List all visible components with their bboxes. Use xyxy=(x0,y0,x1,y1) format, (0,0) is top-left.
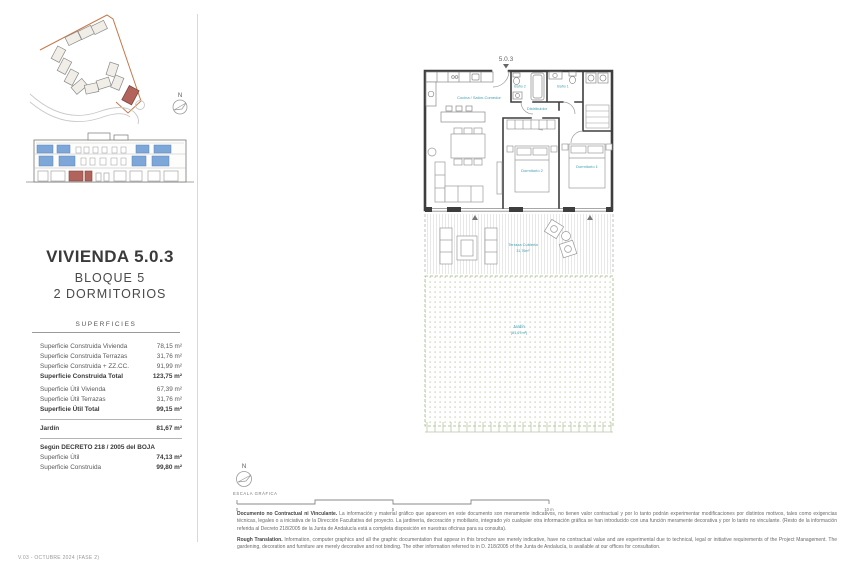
scale-label: ESCALA GRÁFICA xyxy=(233,491,278,496)
room-label-bano1: Baño 1 xyxy=(557,84,569,89)
laundry-fixtures xyxy=(586,73,608,83)
disclaimer-en: Rough Translation. Information, computer graphics and all the graphic documentation that appear in this brochure are merely indicative, have no contractual value and are experimental due to technical, legal or initiative requirements of the Project Management. The gardening, decoration and furniture are merely decorative and not binding. The other information referred to in D. 218/2005 of the Junta de Andalucía, is available at our offices for consultation. xyxy=(237,536,838,550)
table-row: Superficie Construida 99,80 m² xyxy=(40,464,182,471)
room-label-terraza-area: 31,76m² xyxy=(516,249,530,253)
table-row: Superficie Construida + ZZ.CC. 91,99 m² xyxy=(40,363,182,370)
table-row: Superficie Construida Terrazas 31,76 m² xyxy=(40,353,182,360)
highlighted-unit-window xyxy=(69,171,83,181)
svg-text:N: N xyxy=(177,93,183,99)
table-row-total: Superficie Útil Total 99,15 m² xyxy=(40,406,182,413)
garden-area xyxy=(425,276,613,426)
decreto-header: Según DECRETO 218 / 2005 del BOJA xyxy=(40,444,155,451)
bedrooms-subtitle: 2 DORMITORIOS xyxy=(53,287,167,301)
table-row: Superficie Útil 74,13 m² xyxy=(40,454,182,461)
elevation-drawing xyxy=(24,126,196,190)
garden-fence xyxy=(425,422,613,432)
title-block xyxy=(20,247,200,301)
bedroom2-furniture xyxy=(507,120,557,192)
legal-disclaimer xyxy=(237,511,837,555)
scale-block xyxy=(228,458,558,516)
bathroom1-fixtures xyxy=(549,72,576,84)
wardrobe-shelves xyxy=(586,105,609,128)
table-row: Superficie Útil Terrazas 31,76 m² xyxy=(40,396,182,403)
roof-detail xyxy=(88,133,128,140)
dining-set xyxy=(451,128,485,165)
table-divider xyxy=(40,438,182,439)
north-compass-icon xyxy=(237,464,252,487)
column-divider xyxy=(197,14,198,542)
north-compass-icon xyxy=(173,93,187,114)
buildings xyxy=(51,20,124,94)
version-stamp: V.03 - OCTUBRE 2024 (FASE 2) xyxy=(18,555,100,561)
room-label-dorm1: Dormitorio 1 xyxy=(576,164,598,169)
room-label-terraza: Terraza Cubierta xyxy=(508,242,538,247)
entry-arrow-icon xyxy=(503,64,509,69)
room-label-distribuidor: Distribuidor xyxy=(526,106,548,111)
disclaimer-es: Documento no Contractual ni Vinculante. La información y material gráfico que aparecen en este documento son meramente indicativos, no tienen valor contractual y por lo tanto podrán experimentar modificaciones por distintos motivos, tales como exigencias técnicas, legales o a iniciativa de la Dirección Facultativa del proyecto. La jardinería, decoración y mobiliario, integrado y/o cualquier otra información gráfica se han introducido con una función meramente decorativa y por lo tanto no vinculante. (Resto de la información referida al Decreto 218/2005 de la Junta de Andalucía está a completa disposición en nuestras oficinas para su consulta). xyxy=(237,511,837,532)
table-divider xyxy=(40,419,182,420)
unit-number-label: 5.0.3 xyxy=(498,56,514,63)
table-row-total: Superficie Construida Total 123,75 m² xyxy=(40,373,182,380)
scale-tick-0: 0 xyxy=(235,507,239,512)
scale-bar xyxy=(237,500,549,504)
room-label-bano2: Baño 2 xyxy=(514,84,526,89)
scale-tick-10: 10 m xyxy=(544,507,554,512)
room-label-jardin: Jardín xyxy=(513,324,525,329)
table-row: Superficie Útil Vivienda 67,39 m² xyxy=(40,386,182,393)
room-label-cocina: Cocina / Salón-Comedor xyxy=(457,95,501,100)
terrace-windows xyxy=(425,207,613,212)
highlighted-unit-door xyxy=(85,171,92,181)
superficies-header: SUPERFICIES xyxy=(32,321,180,333)
table-row: Superficie Construida Vivienda 78,15 m² xyxy=(40,343,182,350)
block-subtitle: BLOQUE 5 xyxy=(74,271,146,285)
floor-plan-drawing xyxy=(423,50,618,436)
site-plan-drawing xyxy=(28,6,198,124)
table-row-jardin: Jardín 81,67 m² xyxy=(40,425,182,432)
room-label-jardin-area: (81,67m²) xyxy=(510,331,528,335)
page-title: VIVIENDA 5.0.3 xyxy=(46,247,174,266)
room-label-dorm2: Dormitorio 2 xyxy=(521,168,543,173)
scale-tick-5: 5 xyxy=(391,507,395,512)
superficies-table xyxy=(40,342,182,473)
svg-text:N: N xyxy=(241,464,247,470)
